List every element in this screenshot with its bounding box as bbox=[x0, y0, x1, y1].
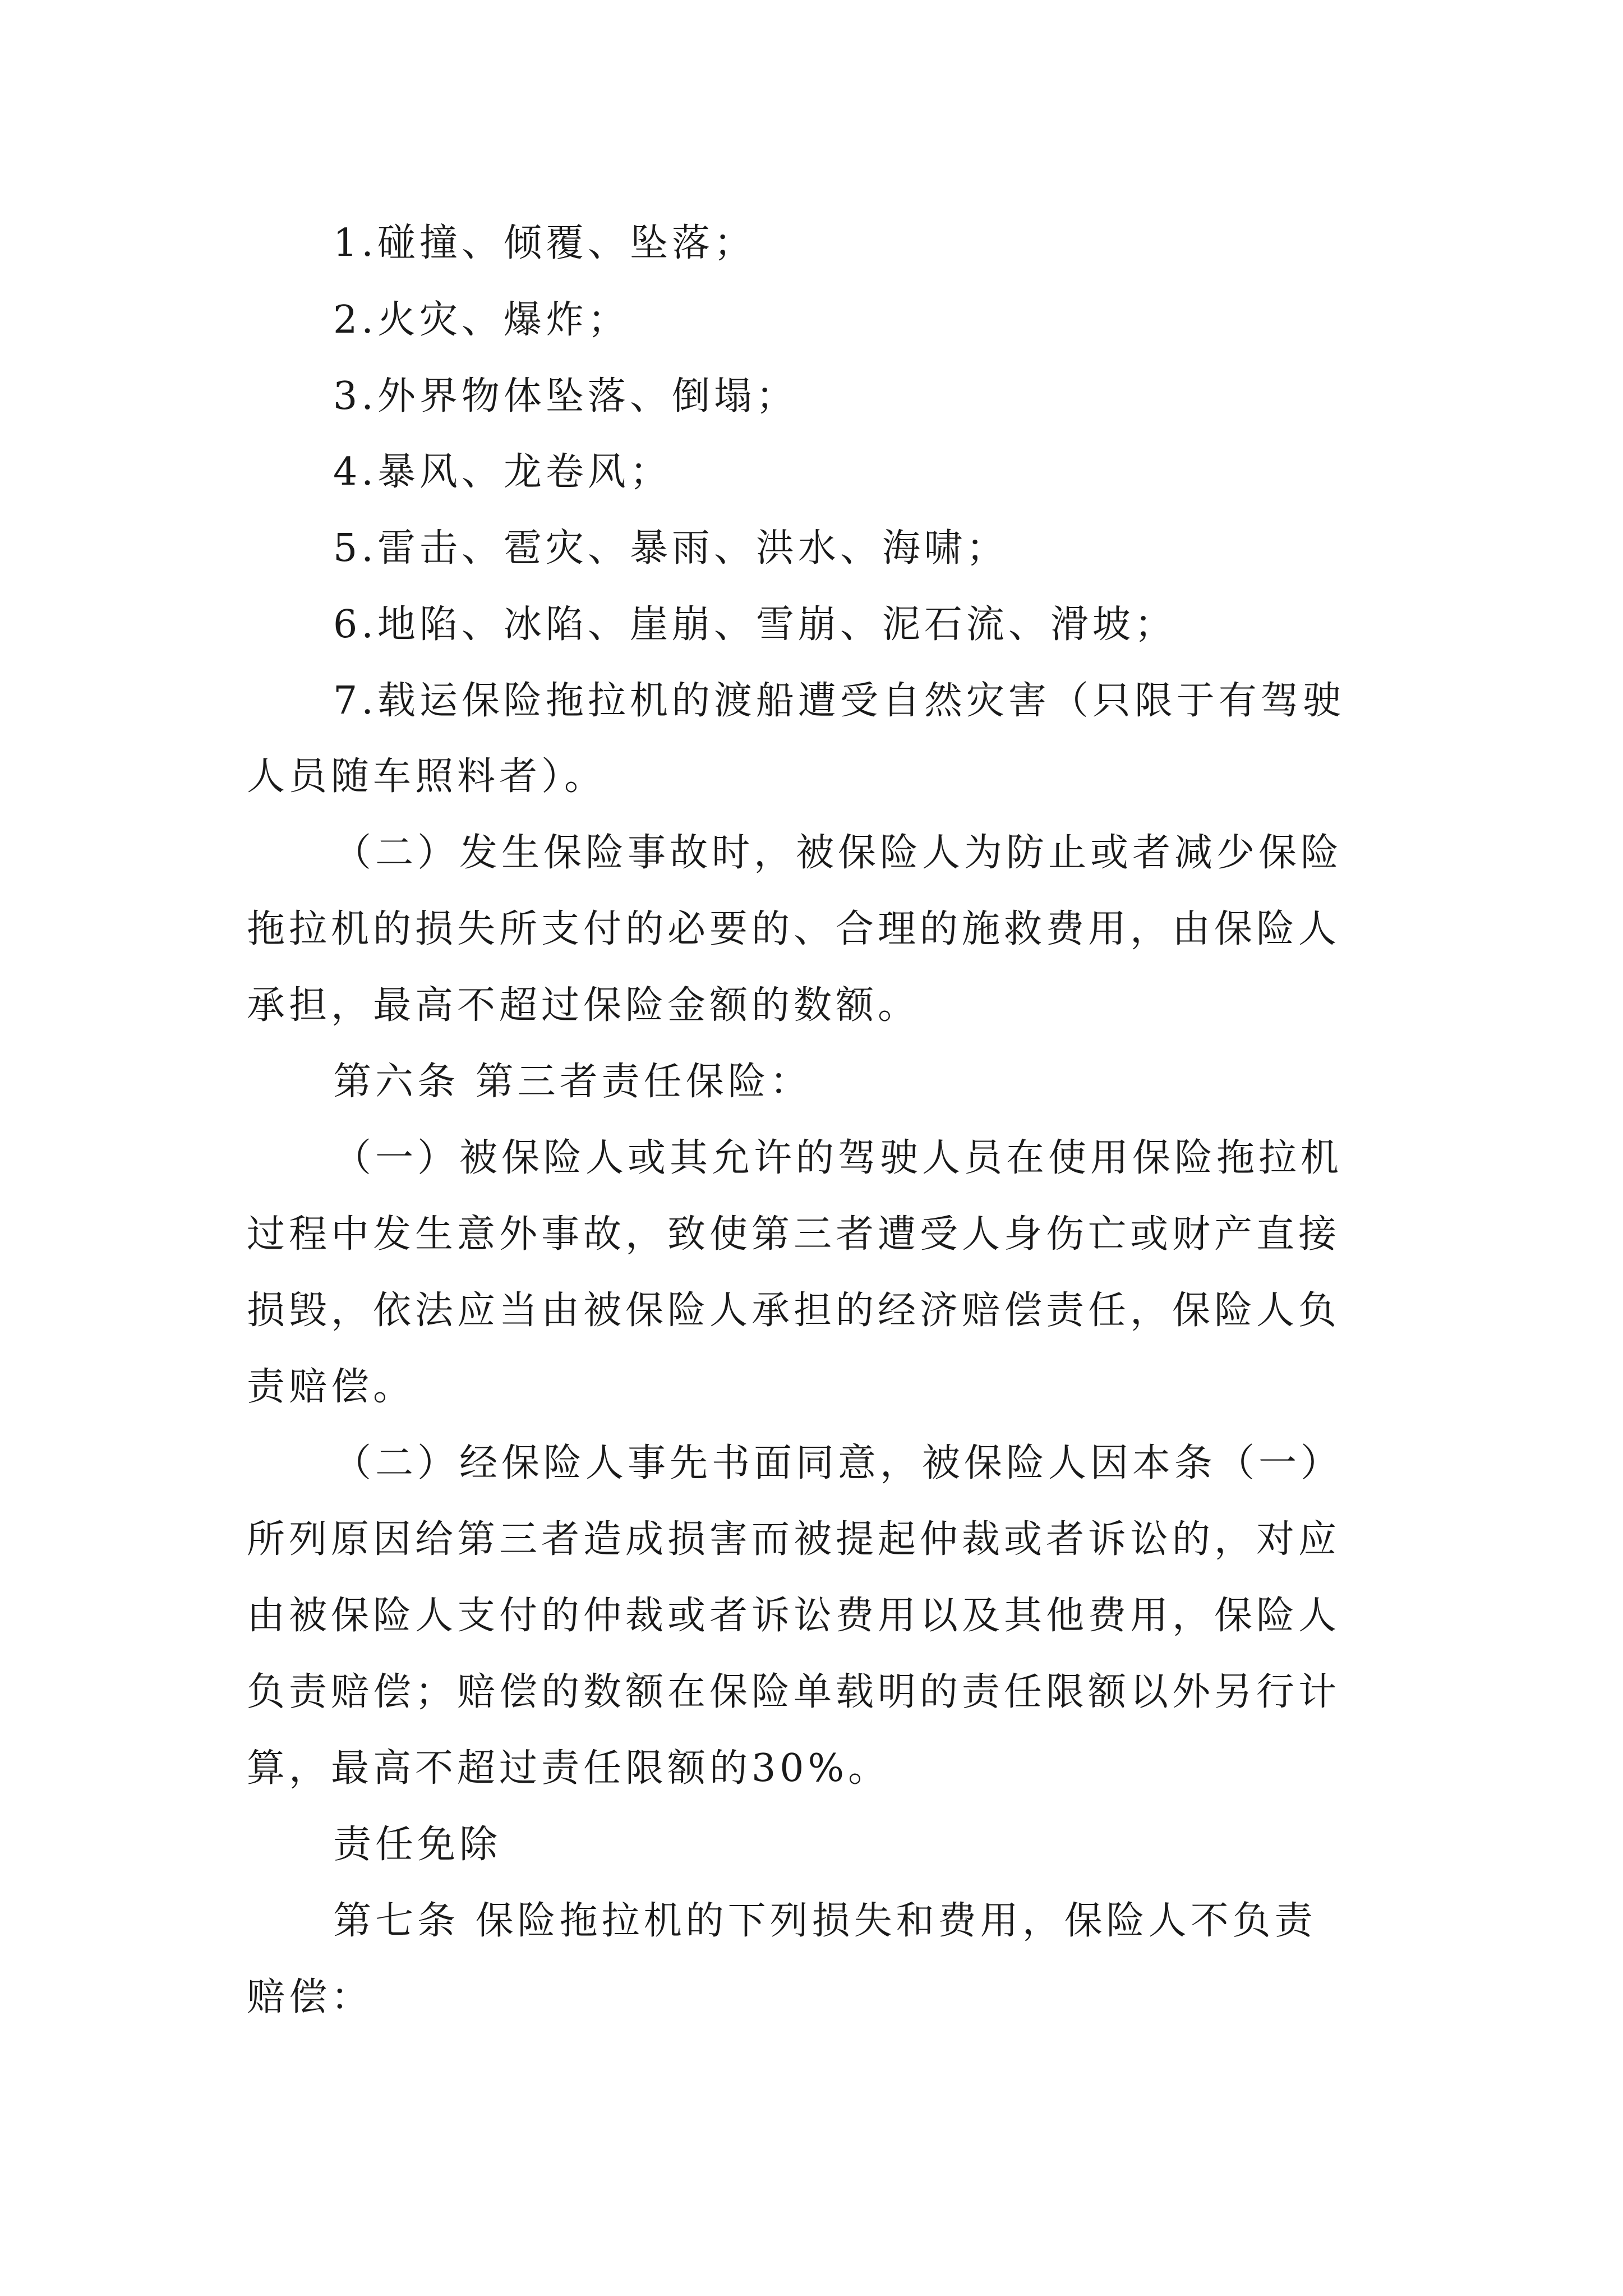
list-item-collision: 1.碰撞、倾覆、坠落； bbox=[333, 221, 756, 265]
paragraph-line: 责赔偿。 bbox=[247, 1365, 416, 1409]
list-item-subsidence: 6.地陷、冰陷、崖崩、雪崩、泥石流、滑坡； bbox=[333, 602, 1177, 647]
list-item-ferry: 7.载运保险拖拉机的渡船遭受自然灾害（只限于有驾驶 bbox=[333, 679, 1345, 723]
section-heading: 责任免除 bbox=[333, 1823, 502, 1867]
paragraph-line: 拖拉机的损失所支付的必要的、合理的施救费用，由保险人 bbox=[247, 907, 1341, 951]
paragraph-line: 由被保险人支付的仲裁或者诉讼费用以及其他费用，保险人 bbox=[247, 1594, 1341, 1638]
paragraph-line: 承担，最高不超过保险金额的数额。 bbox=[247, 983, 920, 1028]
paragraph-line: 算，最高不超过责任限额的30%。 bbox=[247, 1746, 891, 1791]
paragraph-line: 损毁，依法应当由被保险人承担的经济赔偿责任，保险人负 bbox=[247, 1289, 1341, 1333]
paragraph-line: （一）被保险人或其允许的驾驶人员在使用保险拖拉机 bbox=[333, 1136, 1343, 1180]
paragraph-line: 所列原因给第三者造成损害而被提起仲裁或者诉讼的，对应 bbox=[247, 1517, 1341, 1562]
paragraph-line: （二）经保险人事先书面同意，被保险人因本条（一） bbox=[333, 1441, 1343, 1485]
paragraph-line: 人员随车照料者）。 bbox=[247, 754, 607, 799]
article-heading: 第七条 保险拖拉机的下列损失和费用，保险人不负责 bbox=[333, 1899, 1317, 1943]
paragraph-line: 赔偿： bbox=[247, 1975, 374, 2019]
list-item-storm: 4.暴风、龙卷风； bbox=[333, 450, 672, 494]
article-heading: 第六条 第三者责任保险： bbox=[333, 1060, 812, 1104]
paragraph-line: 过程中发生意外事故，致使第三者遭受人身伤亡或财产直接 bbox=[247, 1212, 1341, 1257]
list-item-fire: 2.火灾、爆炸； bbox=[333, 298, 630, 342]
paragraph-line: （二）发生保险事故时，被保险人为防止或者减少保险 bbox=[333, 831, 1343, 875]
list-item-lightning: 5.雷击、雹灾、暴雨、洪水、海啸； bbox=[333, 526, 1008, 570]
paragraph-line: 负责赔偿；赔偿的数额在保险单载明的责任限额以外另行计 bbox=[247, 1670, 1341, 1714]
list-item-falling-objects: 3.外界物体坠落、倒塌； bbox=[333, 374, 798, 418]
